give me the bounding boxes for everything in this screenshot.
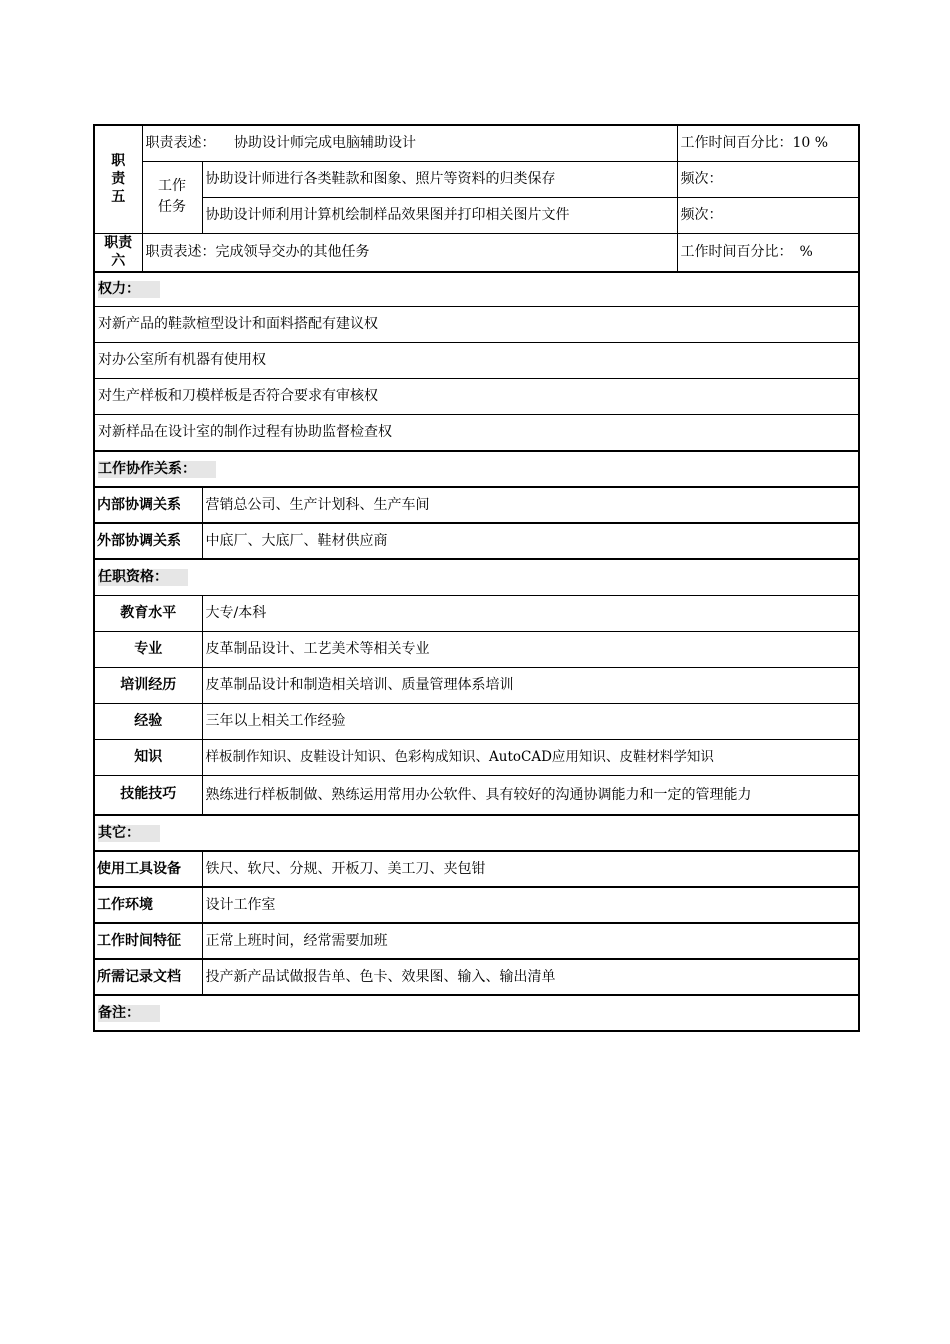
qualifications-title-cell: [94, 559, 859, 595]
duty5-time-label: 工作时间百分比：: [680, 134, 793, 151]
duty5-task-1-freq: 频次：: [677, 161, 859, 197]
duty5-task-row: [94, 197, 859, 233]
duty6-label: [94, 233, 142, 272]
duty5-time-cell: [677, 125, 859, 161]
authority-title-cell: [94, 272, 859, 306]
others-row: [94, 923, 859, 959]
others-row: [94, 959, 859, 995]
qualification-label-4: 经验: [94, 703, 202, 739]
authority-item-3: 对生产样板和刀模样板是否符合要求有审核权: [94, 378, 859, 414]
qualification-label-3: 培训经历: [94, 667, 202, 703]
relations-value-1: 营销总公司、生产计划科、生产车间: [202, 487, 859, 523]
duty5-task-label: [142, 161, 202, 233]
qualification-value-6: 熟练进行样板制做、熟练运用常用办公软件、具有较好的沟通协调能力和一定的管理能力: [202, 775, 859, 815]
authority-item-2: 对办公室所有机器有使用权: [94, 342, 859, 378]
qualification-value-4: 三年以上相关工作经验: [202, 703, 859, 739]
qualification-value-1: 大专/本科: [202, 595, 859, 631]
duty5-desc-row: [94, 125, 859, 161]
others-value-1: 铁尺、软尺、分规、开板刀、美工刀、夹包钳: [202, 851, 859, 887]
others-value-3: 正常上班时间，经常需要加班: [202, 923, 859, 959]
qualification-row: [94, 739, 859, 775]
job-description-table: [93, 124, 860, 1032]
authority-item-1: 对新产品的鞋款楦型设计和面料搭配有建议权: [94, 306, 859, 342]
duty5-task-2-freq: 频次：: [677, 197, 859, 233]
qualification-value-2: 皮革制品设计、工艺美术等相关专业: [202, 631, 859, 667]
qualification-row: [94, 775, 859, 815]
others-label-2: 工作环境: [94, 887, 202, 923]
authority-item-4: 对新样品在设计室的制作过程有协助监督检查权: [94, 414, 859, 451]
relations-value-2: 中底厂、大底厂、鞋材供应商: [202, 523, 859, 559]
relations-title-cell: [94, 451, 859, 487]
authority-item: [94, 378, 859, 414]
relations-row: [94, 487, 859, 523]
duty5-task-row: [94, 161, 859, 197]
qualification-row: [94, 595, 859, 631]
others-row: [94, 851, 859, 887]
others-row: [94, 887, 859, 923]
qualification-label-1: 教育水平: [94, 595, 202, 631]
qualification-label-2: 专业: [94, 631, 202, 667]
relations-label-2: 外部协调关系: [94, 523, 202, 559]
duty5-task-label-text: 工作任务: [158, 178, 186, 215]
authority-item: [94, 342, 859, 378]
duty5-time-value: 10 %: [792, 134, 829, 151]
remarks-title-cell: [94, 995, 859, 1031]
qualification-row: [94, 667, 859, 703]
duty5-label: [94, 125, 142, 233]
qualification-value-5: 样板制作知识、皮鞋设计知识、色彩构成知识、AutoCAD应用知识、皮鞋材料学知识: [202, 739, 859, 775]
relations-title: 工作协作关系：: [98, 461, 216, 478]
relations-row: [94, 523, 859, 559]
authority-section-row: [94, 272, 859, 306]
duty5-desc: 协助设计师完成电脑辅助设计: [233, 134, 416, 151]
duty5-desc-cell: [142, 125, 677, 161]
others-section-row: [94, 815, 859, 851]
others-title-cell: [94, 815, 859, 851]
qualification-row: [94, 703, 859, 739]
others-label-4: 所需记录文档: [94, 959, 202, 995]
duty6-label-text: 职责六: [104, 235, 133, 270]
others-title: 其它：: [98, 825, 160, 842]
others-label-3: 工作时间特征: [94, 923, 202, 959]
remarks-title: 备注：: [98, 1005, 160, 1022]
duty5-desc-label: 职责表述：: [145, 134, 216, 151]
duty6-desc: 职责表述：完成领导交办的其他任务: [142, 233, 677, 272]
authority-item: [94, 414, 859, 451]
qualification-label-5: 知识: [94, 739, 202, 775]
others-label-1: 使用工具设备: [94, 851, 202, 887]
relations-label-1: 内部协调关系: [94, 487, 202, 523]
qualifications-title: 任职资格：: [98, 569, 188, 586]
job-description-table-page: [93, 124, 858, 1032]
qualification-label-6: 技能技巧: [94, 775, 202, 815]
qualification-value-3: 皮革制品设计和制造相关培训、质量管理体系培训: [202, 667, 859, 703]
duty5-task-1: 协助设计师进行各类鞋款和图象、照片等资料的归类保存: [202, 161, 677, 197]
authority-item: [94, 306, 859, 342]
duty6-row: [94, 233, 859, 272]
others-value-2: 设计工作室: [202, 887, 859, 923]
qualification-row: [94, 631, 859, 667]
duty5-label-text: 职责五: [111, 153, 126, 206]
relations-section-row: [94, 451, 859, 487]
others-value-4: 投产新产品试做报告单、色卡、效果图、输入、输出清单: [202, 959, 859, 995]
authority-title: 权力：: [98, 281, 160, 298]
duty5-task-2: 协助设计师利用计算机绘制样品效果图并打印相关图片文件: [202, 197, 677, 233]
duty6-time: 工作时间百分比： %: [677, 233, 859, 272]
remarks-section-row: [94, 995, 859, 1031]
qualifications-section-row: [94, 559, 859, 595]
